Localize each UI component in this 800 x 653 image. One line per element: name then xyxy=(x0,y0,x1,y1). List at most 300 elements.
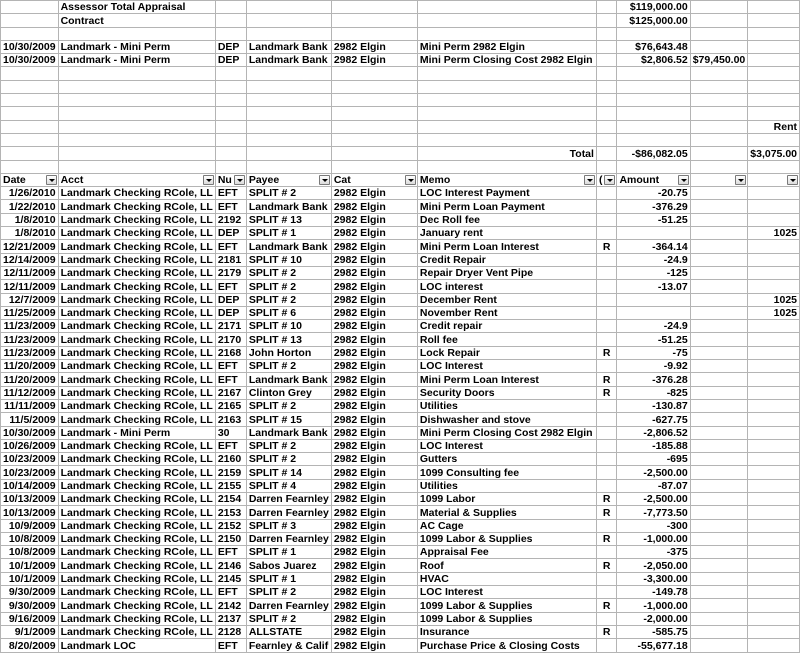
cell-date[interactable]: 10/30/2009 xyxy=(1,426,59,439)
cell-acct[interactable]: Landmark Checking RCole, LL xyxy=(58,599,215,612)
cell-date[interactable]: 12/11/2009 xyxy=(1,280,59,293)
cell-col10[interactable]: Rent xyxy=(748,120,800,133)
cell-num[interactable] xyxy=(215,27,246,40)
cell-col10[interactable] xyxy=(748,266,800,279)
cell-date[interactable] xyxy=(1,107,59,120)
filter-dropdown-icon[interactable] xyxy=(604,175,615,185)
cell-num[interactable]: 2128 xyxy=(215,625,246,638)
header-col9[interactable] xyxy=(690,173,748,186)
cell-memo[interactable]: LOC Interest xyxy=(417,439,596,452)
cell-cat[interactable]: 2982 Elgin xyxy=(331,320,417,333)
cell-cat[interactable]: 2982 Elgin xyxy=(331,532,417,545)
header-col10[interactable] xyxy=(748,173,800,186)
cell-acct[interactable]: Landmark Checking RCole, LL xyxy=(58,333,215,346)
cell-date[interactable]: 10/14/2009 xyxy=(1,479,59,492)
cell-clr[interactable]: R xyxy=(596,346,617,359)
cell-cat[interactable]: 2982 Elgin xyxy=(331,54,417,67)
cell-col10[interactable] xyxy=(748,426,800,439)
cell-payee[interactable]: Landmark Bank xyxy=(246,426,331,439)
cell-acct[interactable] xyxy=(58,80,215,93)
cell-acct[interactable]: Landmark Checking RCole, LL xyxy=(58,519,215,532)
cell-date[interactable]: 11/23/2009 xyxy=(1,346,59,359)
cell-acct[interactable] xyxy=(58,27,215,40)
cell-acct[interactable]: Landmark Checking RCole, LL xyxy=(58,479,215,492)
header-num[interactable]: Nu xyxy=(215,173,246,186)
header-payee[interactable]: Payee xyxy=(246,173,331,186)
cell-col9[interactable] xyxy=(690,280,748,293)
cell-acct[interactable] xyxy=(58,133,215,146)
cell-col9[interactable] xyxy=(690,306,748,319)
cell-col9[interactable] xyxy=(690,80,748,93)
cell-amount[interactable] xyxy=(617,227,690,240)
cell-acct[interactable] xyxy=(58,147,215,160)
cell-num[interactable]: EFT xyxy=(215,546,246,559)
cell-col10[interactable] xyxy=(748,333,800,346)
cell-acct[interactable] xyxy=(58,120,215,133)
cell-acct[interactable]: Landmark Checking RCole, LL xyxy=(58,280,215,293)
cell-date[interactable] xyxy=(1,80,59,93)
header-memo[interactable]: Memo xyxy=(417,173,596,186)
cell-acct[interactable]: Landmark Checking RCole, LL xyxy=(58,586,215,599)
header-cat[interactable]: Cat xyxy=(331,173,417,186)
cell-amount[interactable]: -1,000.00 xyxy=(617,532,690,545)
cell-acct[interactable]: Landmark Checking RCole, LL xyxy=(58,559,215,572)
cell-date[interactable]: 9/30/2009 xyxy=(1,599,59,612)
cell-payee[interactable]: Darren Fearnley xyxy=(246,506,331,519)
cell-memo[interactable]: Credit Repair xyxy=(417,253,596,266)
cell-cat[interactable] xyxy=(331,107,417,120)
cell-amount[interactable]: -51.25 xyxy=(617,333,690,346)
cell-memo[interactable] xyxy=(417,14,596,27)
cell-date[interactable] xyxy=(1,133,59,146)
cell-amount[interactable] xyxy=(617,107,690,120)
cell-num[interactable]: 2165 xyxy=(215,399,246,412)
cell-amount[interactable]: -130.87 xyxy=(617,399,690,412)
cell-payee[interactable]: SPLIT # 2 xyxy=(246,280,331,293)
cell-col9[interactable] xyxy=(690,346,748,359)
cell-cat[interactable]: 2982 Elgin xyxy=(331,599,417,612)
cell-col10[interactable] xyxy=(748,586,800,599)
cell-payee[interactable]: SPLIT # 2 xyxy=(246,293,331,306)
cell-amount[interactable]: -13.07 xyxy=(617,280,690,293)
cell-amount[interactable]: $125,000.00 xyxy=(617,14,690,27)
cell-num[interactable]: 2168 xyxy=(215,346,246,359)
cell-col10[interactable] xyxy=(748,612,800,625)
cell-acct[interactable]: Landmark Checking RCole, LL xyxy=(58,492,215,505)
cell-col9[interactable] xyxy=(690,572,748,585)
cell-memo[interactable]: Purchase Price & Closing Costs xyxy=(417,639,596,652)
cell-date[interactable]: 8/20/2009 xyxy=(1,639,59,652)
cell-memo[interactable]: Mini Perm Closing Cost 2982 Elgin xyxy=(417,426,596,439)
cell-col10[interactable] xyxy=(748,320,800,333)
cell-col9[interactable] xyxy=(690,133,748,146)
cell-num[interactable]: 2170 xyxy=(215,333,246,346)
cell-memo[interactable]: Roll fee xyxy=(417,333,596,346)
cell-col9[interactable] xyxy=(690,187,748,200)
cell-acct[interactable]: Landmark Checking RCole, LL xyxy=(58,399,215,412)
cell-amount[interactable]: $119,000.00 xyxy=(617,1,690,14)
cell-date[interactable]: 11/23/2009 xyxy=(1,320,59,333)
cell-col10[interactable] xyxy=(748,27,800,40)
cell-clr[interactable] xyxy=(596,519,617,532)
cell-acct[interactable]: Landmark Checking RCole, LL xyxy=(58,240,215,253)
cell-date[interactable]: 10/30/2009 xyxy=(1,40,59,53)
cell-memo[interactable]: 1099 Labor xyxy=(417,492,596,505)
cell-date[interactable]: 11/5/2009 xyxy=(1,413,59,426)
cell-col10[interactable] xyxy=(748,200,800,213)
cell-clr[interactable]: R xyxy=(596,240,617,253)
cell-payee[interactable]: Clinton Grey xyxy=(246,386,331,399)
cell-num[interactable]: 2153 xyxy=(215,506,246,519)
filter-dropdown-icon[interactable] xyxy=(405,175,416,185)
cell-date[interactable]: 12/14/2009 xyxy=(1,253,59,266)
cell-memo[interactable]: Repair Dryer Vent Pipe xyxy=(417,266,596,279)
cell-date[interactable] xyxy=(1,160,59,173)
cell-clr[interactable] xyxy=(596,14,617,27)
cell-clr[interactable]: R xyxy=(596,599,617,612)
cell-clr[interactable] xyxy=(596,107,617,120)
cell-cat[interactable]: 2982 Elgin xyxy=(331,559,417,572)
cell-amount[interactable]: -825 xyxy=(617,386,690,399)
cell-cat[interactable] xyxy=(331,120,417,133)
cell-cat[interactable]: 2982 Elgin xyxy=(331,373,417,386)
cell-col10[interactable]: 1025 xyxy=(748,227,800,240)
cell-payee[interactable]: Landmark Bank xyxy=(246,373,331,386)
cell-clr[interactable] xyxy=(596,586,617,599)
cell-num[interactable]: 2142 xyxy=(215,599,246,612)
cell-amount[interactable] xyxy=(617,160,690,173)
cell-amount[interactable]: -2,806.52 xyxy=(617,426,690,439)
cell-clr[interactable] xyxy=(596,1,617,14)
cell-cat[interactable]: 2982 Elgin xyxy=(331,280,417,293)
cell-acct[interactable]: Landmark Checking RCole, LL xyxy=(58,187,215,200)
cell-cat[interactable]: 2982 Elgin xyxy=(331,240,417,253)
cell-clr[interactable]: R xyxy=(596,492,617,505)
cell-clr[interactable] xyxy=(596,80,617,93)
cell-cat[interactable]: 2982 Elgin xyxy=(331,572,417,585)
cell-amount[interactable] xyxy=(617,27,690,40)
cell-payee[interactable]: SPLIT # 10 xyxy=(246,253,331,266)
cell-num[interactable] xyxy=(215,107,246,120)
cell-payee[interactable] xyxy=(246,14,331,27)
cell-num[interactable]: 2160 xyxy=(215,453,246,466)
filter-dropdown-icon[interactable] xyxy=(234,175,245,185)
cell-col9[interactable] xyxy=(690,147,748,160)
cell-clr[interactable] xyxy=(596,439,617,452)
cell-num[interactable] xyxy=(215,1,246,14)
cell-payee[interactable] xyxy=(246,133,331,146)
cell-col10[interactable]: 1025 xyxy=(748,306,800,319)
cell-cat[interactable] xyxy=(331,94,417,107)
cell-cat[interactable] xyxy=(331,147,417,160)
cell-cat[interactable]: 2982 Elgin xyxy=(331,399,417,412)
cell-memo[interactable]: 1099 Labor & Supplies xyxy=(417,532,596,545)
cell-col9[interactable] xyxy=(690,266,748,279)
cell-clr[interactable] xyxy=(596,54,617,67)
cell-col9[interactable] xyxy=(690,333,748,346)
cell-clr[interactable] xyxy=(596,453,617,466)
cell-cat[interactable]: 2982 Elgin xyxy=(331,386,417,399)
cell-col10[interactable] xyxy=(748,94,800,107)
cell-col9[interactable] xyxy=(690,27,748,40)
cell-acct[interactable]: Landmark Checking RCole, LL xyxy=(58,200,215,213)
cell-clr[interactable] xyxy=(596,546,617,559)
cell-date[interactable]: 10/23/2009 xyxy=(1,466,59,479)
cell-col10[interactable] xyxy=(748,253,800,266)
cell-memo[interactable]: LOC Interest xyxy=(417,586,596,599)
cell-num[interactable]: 2163 xyxy=(215,413,246,426)
cell-col9[interactable] xyxy=(690,40,748,53)
cell-cat[interactable] xyxy=(331,160,417,173)
cell-num[interactable] xyxy=(215,94,246,107)
cell-col9[interactable] xyxy=(690,360,748,373)
cell-cat[interactable]: 2982 Elgin xyxy=(331,200,417,213)
cell-amount[interactable]: -75 xyxy=(617,346,690,359)
cell-num[interactable]: 2181 xyxy=(215,253,246,266)
cell-col10[interactable] xyxy=(748,439,800,452)
cell-memo[interactable]: Material & Supplies xyxy=(417,506,596,519)
cell-clr[interactable] xyxy=(596,187,617,200)
cell-num[interactable]: EFT xyxy=(215,586,246,599)
filter-dropdown-icon[interactable] xyxy=(584,175,595,185)
cell-num[interactable]: DEP xyxy=(215,227,246,240)
cell-cat[interactable]: 2982 Elgin xyxy=(331,506,417,519)
cell-col10[interactable] xyxy=(748,54,800,67)
header-clr[interactable]: ( xyxy=(596,173,617,186)
cell-cat[interactable]: 2982 Elgin xyxy=(331,333,417,346)
cell-amount[interactable]: -24.9 xyxy=(617,320,690,333)
cell-cat[interactable]: 2982 Elgin xyxy=(331,625,417,638)
cell-col10[interactable] xyxy=(748,599,800,612)
filter-dropdown-icon[interactable] xyxy=(678,175,689,185)
cell-col10[interactable] xyxy=(748,519,800,532)
filter-dropdown-icon[interactable] xyxy=(203,175,214,185)
cell-acct[interactable]: Landmark Checking RCole, LL xyxy=(58,227,215,240)
cell-col9[interactable] xyxy=(690,426,748,439)
cell-date[interactable]: 11/20/2009 xyxy=(1,373,59,386)
cell-memo[interactable]: Mini Perm Loan Payment xyxy=(417,200,596,213)
cell-payee[interactable]: SPLIT # 14 xyxy=(246,466,331,479)
cell-amount[interactable] xyxy=(617,133,690,146)
cell-col9[interactable] xyxy=(690,479,748,492)
cell-acct[interactable]: Landmark Checking RCole, LL xyxy=(58,506,215,519)
cell-date[interactable]: 10/30/2009 xyxy=(1,54,59,67)
cell-memo[interactable]: 1099 Consulting fee xyxy=(417,466,596,479)
cell-col10[interactable] xyxy=(748,572,800,585)
cell-date[interactable]: 10/1/2009 xyxy=(1,572,59,585)
cell-clr[interactable] xyxy=(596,40,617,53)
cell-col9[interactable] xyxy=(690,639,748,652)
header-acct[interactable]: Acct xyxy=(58,173,215,186)
cell-amount[interactable]: -364.14 xyxy=(617,240,690,253)
cell-payee[interactable] xyxy=(246,94,331,107)
cell-payee[interactable]: SPLIT # 2 xyxy=(246,586,331,599)
cell-date[interactable]: 11/23/2009 xyxy=(1,333,59,346)
cell-cat[interactable]: 2982 Elgin xyxy=(331,586,417,599)
cell-payee[interactable]: Darren Fearnley xyxy=(246,492,331,505)
cell-memo[interactable]: January rent xyxy=(417,227,596,240)
cell-clr[interactable] xyxy=(596,253,617,266)
cell-cat[interactable] xyxy=(331,133,417,146)
cell-col10[interactable] xyxy=(748,1,800,14)
cell-clr[interactable] xyxy=(596,94,617,107)
cell-memo[interactable]: Security Doors xyxy=(417,386,596,399)
cell-amount[interactable]: -695 xyxy=(617,453,690,466)
cell-acct[interactable]: Landmark Checking RCole, LL xyxy=(58,320,215,333)
cell-col10[interactable] xyxy=(748,413,800,426)
cell-col9[interactable] xyxy=(690,14,748,27)
cell-date[interactable]: 12/7/2009 xyxy=(1,293,59,306)
cell-num[interactable]: 2155 xyxy=(215,479,246,492)
cell-memo[interactable]: 1099 Labor & Supplies xyxy=(417,612,596,625)
cell-amount[interactable]: -300 xyxy=(617,519,690,532)
cell-cat[interactable]: 2982 Elgin xyxy=(331,492,417,505)
cell-num[interactable]: EFT xyxy=(215,639,246,652)
cell-memo[interactable]: AC Cage xyxy=(417,519,596,532)
cell-payee[interactable] xyxy=(246,27,331,40)
cell-acct[interactable]: Landmark Checking RCole, LL xyxy=(58,346,215,359)
cell-col9[interactable] xyxy=(690,240,748,253)
cell-num[interactable]: DEP xyxy=(215,306,246,319)
cell-cat[interactable] xyxy=(331,14,417,27)
cell-memo[interactable] xyxy=(417,107,596,120)
cell-clr[interactable] xyxy=(596,27,617,40)
cell-memo[interactable]: Total xyxy=(417,147,596,160)
cell-acct[interactable]: Landmark Checking RCole, LL xyxy=(58,572,215,585)
cell-col10[interactable] xyxy=(748,346,800,359)
cell-clr[interactable] xyxy=(596,200,617,213)
cell-date[interactable]: 1/8/2010 xyxy=(1,213,59,226)
cell-date[interactable]: 10/23/2009 xyxy=(1,453,59,466)
cell-memo[interactable]: November Rent xyxy=(417,306,596,319)
cell-col10[interactable]: $3,075.00 xyxy=(748,147,800,160)
cell-amount[interactable]: -125 xyxy=(617,266,690,279)
cell-payee[interactable]: Darren Fearnley xyxy=(246,599,331,612)
cell-clr[interactable] xyxy=(596,120,617,133)
cell-col9[interactable] xyxy=(690,120,748,133)
cell-col9[interactable] xyxy=(690,439,748,452)
cell-date[interactable] xyxy=(1,14,59,27)
cell-cat[interactable]: 2982 Elgin xyxy=(331,360,417,373)
cell-clr[interactable] xyxy=(596,320,617,333)
cell-amount[interactable] xyxy=(617,67,690,80)
cell-col9[interactable] xyxy=(690,546,748,559)
cell-memo[interactable] xyxy=(417,27,596,40)
cell-num[interactable]: DEP xyxy=(215,40,246,53)
cell-acct[interactable] xyxy=(58,107,215,120)
cell-amount[interactable]: -3,300.00 xyxy=(617,572,690,585)
cell-clr[interactable] xyxy=(596,293,617,306)
cell-amount[interactable]: -9.92 xyxy=(617,360,690,373)
cell-payee[interactable] xyxy=(246,120,331,133)
cell-col9[interactable] xyxy=(690,399,748,412)
cell-col9[interactable] xyxy=(690,67,748,80)
cell-col10[interactable] xyxy=(748,399,800,412)
cell-num[interactable] xyxy=(215,67,246,80)
cell-amount[interactable]: -375 xyxy=(617,546,690,559)
cell-num[interactable]: 2192 xyxy=(215,213,246,226)
cell-cat[interactable]: 2982 Elgin xyxy=(331,40,417,53)
cell-col10[interactable] xyxy=(748,240,800,253)
cell-num[interactable] xyxy=(215,147,246,160)
cell-payee[interactable]: SPLIT # 6 xyxy=(246,306,331,319)
cell-acct[interactable]: Landmark Checking RCole, LL xyxy=(58,413,215,426)
cell-payee[interactable] xyxy=(246,67,331,80)
cell-memo[interactable] xyxy=(417,67,596,80)
cell-acct[interactable] xyxy=(58,160,215,173)
cell-payee[interactable]: SPLIT # 2 xyxy=(246,612,331,625)
cell-num[interactable]: 2152 xyxy=(215,519,246,532)
cell-cat[interactable]: 2982 Elgin xyxy=(331,266,417,279)
cell-acct[interactable]: Landmark Checking RCole, LL xyxy=(58,213,215,226)
cell-clr[interactable] xyxy=(596,67,617,80)
cell-col10[interactable] xyxy=(748,639,800,652)
cell-col10[interactable] xyxy=(748,386,800,399)
cell-payee[interactable]: Darren Fearnley xyxy=(246,532,331,545)
cell-clr[interactable]: R xyxy=(596,386,617,399)
cell-amount[interactable]: -627.75 xyxy=(617,413,690,426)
cell-payee[interactable] xyxy=(246,160,331,173)
cell-acct[interactable]: Landmark Checking RCole, LL xyxy=(58,546,215,559)
cell-payee[interactable]: Fearnley & Calif xyxy=(246,639,331,652)
cell-col10[interactable] xyxy=(748,506,800,519)
cell-memo[interactable]: Utilities xyxy=(417,399,596,412)
cell-col9[interactable] xyxy=(690,466,748,479)
cell-num[interactable] xyxy=(215,120,246,133)
cell-col9[interactable] xyxy=(690,160,748,173)
cell-cat[interactable] xyxy=(331,80,417,93)
cell-cat[interactable]: 2982 Elgin xyxy=(331,426,417,439)
cell-clr[interactable] xyxy=(596,266,617,279)
cell-col9[interactable] xyxy=(690,559,748,572)
cell-acct[interactable]: Landmark Checking RCole, LL xyxy=(58,532,215,545)
cell-amount[interactable]: -2,050.00 xyxy=(617,559,690,572)
cell-clr[interactable] xyxy=(596,160,617,173)
cell-acct[interactable]: Landmark - Mini Perm xyxy=(58,54,215,67)
cell-payee[interactable] xyxy=(246,1,331,14)
cell-payee[interactable]: SPLIT # 4 xyxy=(246,479,331,492)
cell-acct[interactable]: Landmark Checking RCole, LL xyxy=(58,453,215,466)
cell-payee[interactable]: SPLIT # 15 xyxy=(246,413,331,426)
cell-cat[interactable]: 2982 Elgin xyxy=(331,453,417,466)
cell-amount[interactable]: -24.9 xyxy=(617,253,690,266)
cell-col10[interactable] xyxy=(748,559,800,572)
cell-date[interactable] xyxy=(1,147,59,160)
cell-clr[interactable] xyxy=(596,213,617,226)
cell-num[interactable] xyxy=(215,160,246,173)
cell-memo[interactable]: HVAC xyxy=(417,572,596,585)
cell-clr[interactable] xyxy=(596,333,617,346)
cell-acct[interactable]: Landmark Checking RCole, LL xyxy=(58,293,215,306)
cell-cat[interactable]: 2982 Elgin xyxy=(331,639,417,652)
filter-dropdown-icon[interactable] xyxy=(787,175,798,185)
cell-date[interactable]: 1/22/2010 xyxy=(1,200,59,213)
cell-col9[interactable] xyxy=(690,200,748,213)
cell-num[interactable]: EFT xyxy=(215,360,246,373)
cell-num[interactable]: DEP xyxy=(215,293,246,306)
cell-col9[interactable] xyxy=(690,586,748,599)
cell-amount[interactable]: -51.25 xyxy=(617,213,690,226)
cell-amount[interactable]: -7,773.50 xyxy=(617,506,690,519)
cell-clr[interactable] xyxy=(596,639,617,652)
cell-col10[interactable] xyxy=(748,187,800,200)
cell-payee[interactable]: SPLIT # 2 xyxy=(246,187,331,200)
cell-col10[interactable] xyxy=(748,373,800,386)
cell-payee[interactable]: SPLIT # 13 xyxy=(246,333,331,346)
cell-num[interactable]: EFT xyxy=(215,200,246,213)
cell-acct[interactable]: Landmark Checking RCole, LL xyxy=(58,439,215,452)
cell-memo[interactable] xyxy=(417,120,596,133)
